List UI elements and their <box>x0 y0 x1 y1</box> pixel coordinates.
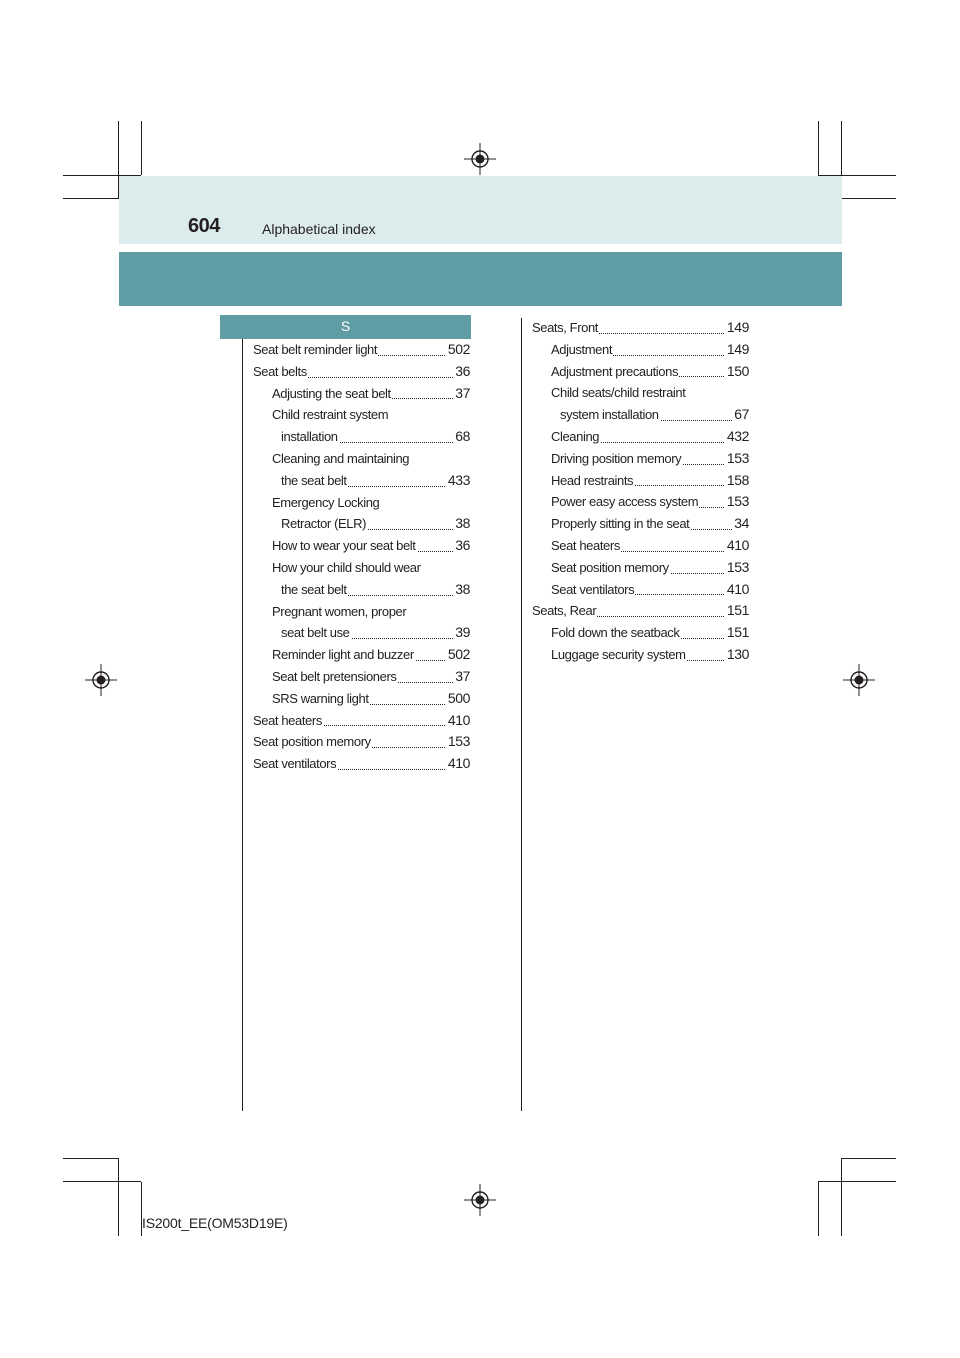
index-entry-label: Seat belt pretensioners <box>271 666 398 688</box>
index-entry-page[interactable]: 502 <box>446 339 471 361</box>
index-entry-label: Pregnant women, proper <box>271 601 407 623</box>
index-entry-label: Adjusting the seat belt <box>271 383 392 405</box>
column-rule <box>242 339 243 1111</box>
section-title: Alphabetical index <box>262 221 376 237</box>
crop-mark <box>63 1158 118 1159</box>
index-entry <box>280 622 471 644</box>
index-entry-label: Power easy access system <box>550 491 699 513</box>
index-entry <box>271 644 471 666</box>
column-rule <box>521 318 522 1111</box>
index-entry <box>271 601 471 623</box>
index-entry <box>550 382 750 404</box>
index-entry-label: Retractor (ELR) <box>280 513 367 535</box>
index-entry-label: How your child should wear <box>271 557 422 579</box>
index-entry <box>252 731 471 753</box>
index-entry-label: Seats, Rear <box>531 600 597 622</box>
document-code: IS200t_EE(OM53D19E) <box>142 1215 288 1231</box>
index-entry-label: Fold down the seatback <box>550 622 681 644</box>
index-column-left <box>252 339 471 775</box>
crop-mark <box>841 1158 842 1236</box>
index-entry-page[interactable]: 153 <box>725 491 750 513</box>
index-entry-page[interactable]: 158 <box>725 470 750 492</box>
index-entry-label: Seat position memory <box>252 731 372 753</box>
registration-mark-icon <box>464 143 496 175</box>
index-entry-page[interactable]: 410 <box>446 710 471 732</box>
registration-mark-icon <box>843 664 875 696</box>
index-entry-page[interactable]: 38 <box>453 579 471 601</box>
index-entry <box>252 339 471 361</box>
header-band <box>119 176 842 244</box>
index-entry-page[interactable]: 410 <box>446 753 471 775</box>
index-entry <box>252 361 471 383</box>
index-entry <box>550 448 750 470</box>
index-entry <box>280 579 471 601</box>
index-entry-label: Seat belts <box>252 361 308 383</box>
crop-mark <box>818 121 819 175</box>
index-entry <box>550 644 750 666</box>
page-number: 604 <box>188 215 220 237</box>
index-column-right <box>531 317 750 666</box>
index-entry <box>550 426 750 448</box>
index-entry-label: Adjustment precautions <box>550 361 679 383</box>
index-entry <box>550 470 750 492</box>
index-entry <box>550 535 750 557</box>
index-entry-page[interactable]: 151 <box>725 600 750 622</box>
crop-mark <box>63 1181 141 1182</box>
index-entry-label: Cleaning and maintaining <box>271 448 410 470</box>
index-entry-label: Properly sitting in the seat <box>550 513 690 535</box>
index-entry <box>271 535 471 557</box>
header-accent-band <box>119 252 842 306</box>
index-entry-label: Luggage security system <box>550 644 687 666</box>
index-entry-label: Seats, Front <box>531 317 599 339</box>
index-entry <box>271 688 471 710</box>
index-entry-label: SRS warning light <box>271 688 370 710</box>
index-entry-page[interactable]: 151 <box>725 622 750 644</box>
index-entry-label: the seat belt <box>280 579 348 601</box>
crop-mark <box>841 198 896 199</box>
index-entry-page[interactable]: 150 <box>725 361 750 383</box>
index-entry-label: Adjustment <box>550 339 613 361</box>
index-entry-label: Seat position memory <box>550 557 670 579</box>
crop-mark <box>818 1181 896 1182</box>
index-entry-label: Child restraint system <box>271 404 389 426</box>
index-entry-page[interactable]: 36 <box>453 535 471 557</box>
index-entry-page[interactable]: 37 <box>453 666 471 688</box>
index-entry <box>280 470 471 492</box>
index-entry-page[interactable]: 34 <box>732 513 750 535</box>
index-letter-tab: S <box>220 315 471 339</box>
index-entry <box>550 339 750 361</box>
index-entry-page[interactable]: 410 <box>725 535 750 557</box>
index-entry <box>531 600 750 622</box>
index-entry-page[interactable]: 432 <box>725 426 750 448</box>
registration-mark-icon <box>464 1184 496 1216</box>
index-entry <box>280 426 471 448</box>
index-entry-page[interactable]: 67 <box>732 404 750 426</box>
crop-mark <box>63 198 118 199</box>
crop-mark <box>141 121 142 175</box>
index-entry-label: Driving position memory <box>550 448 682 470</box>
index-entry-label: Cleaning <box>550 426 600 448</box>
index-entry-label: Emergency Locking <box>271 492 380 514</box>
index-entry-label: Seat ventilators <box>550 579 635 601</box>
index-entry <box>271 404 471 426</box>
index-entry-page[interactable]: 37 <box>453 383 471 405</box>
index-entry-label: seat belt use <box>280 622 351 644</box>
index-entry-label: How to wear your seat belt <box>271 535 417 557</box>
index-entry <box>559 404 750 426</box>
crop-mark <box>118 1158 119 1236</box>
index-entry-label: Seat heaters <box>252 710 323 732</box>
index-entry <box>271 448 471 470</box>
index-entry-page[interactable]: 149 <box>725 339 750 361</box>
index-entry-page[interactable]: 38 <box>453 513 471 535</box>
index-entry <box>280 513 471 535</box>
index-entry <box>550 622 750 644</box>
index-entry-label: system installation <box>559 404 660 426</box>
crop-mark <box>841 1158 896 1159</box>
index-entry-label: the seat belt <box>280 470 348 492</box>
index-entry <box>252 710 471 732</box>
index-entry-label: Seat heaters <box>550 535 621 557</box>
index-entry-page[interactable]: 433 <box>446 470 471 492</box>
index-entry <box>531 317 750 339</box>
index-entry <box>550 579 750 601</box>
index-entry-page[interactable]: 149 <box>725 317 750 339</box>
index-entry <box>271 383 471 405</box>
index-entry-page[interactable]: 153 <box>725 448 750 470</box>
index-entry-label: installation <box>280 426 339 448</box>
index-entry-page[interactable]: 36 <box>453 361 471 383</box>
index-entry <box>271 666 471 688</box>
index-entry <box>271 492 471 514</box>
index-entry-label: Seat belt reminder light <box>252 339 378 361</box>
index-entry <box>252 753 471 775</box>
index-entry <box>550 557 750 579</box>
index-entry-page[interactable]: 130 <box>725 644 750 666</box>
crop-mark <box>818 1182 819 1236</box>
index-entry-page[interactable]: 153 <box>446 731 471 753</box>
index-entry <box>550 361 750 383</box>
index-entry-label: Head restraints <box>550 470 634 492</box>
index-entry-label: Reminder light and buzzer <box>271 644 415 666</box>
index-entry-page[interactable]: 500 <box>446 688 471 710</box>
index-entry-page[interactable]: 39 <box>453 622 471 644</box>
index-entry <box>550 513 750 535</box>
index-entry-label: Seat ventilators <box>252 753 337 775</box>
index-entry-page[interactable]: 153 <box>725 557 750 579</box>
index-entry <box>550 491 750 513</box>
index-entry-label: Child seats/child restraint <box>550 382 686 404</box>
index-entry-page[interactable]: 502 <box>446 644 471 666</box>
registration-mark-icon <box>85 664 117 696</box>
index-entry <box>271 557 471 579</box>
index-entry-page[interactable]: 410 <box>725 579 750 601</box>
index-entry-page[interactable]: 68 <box>453 426 471 448</box>
